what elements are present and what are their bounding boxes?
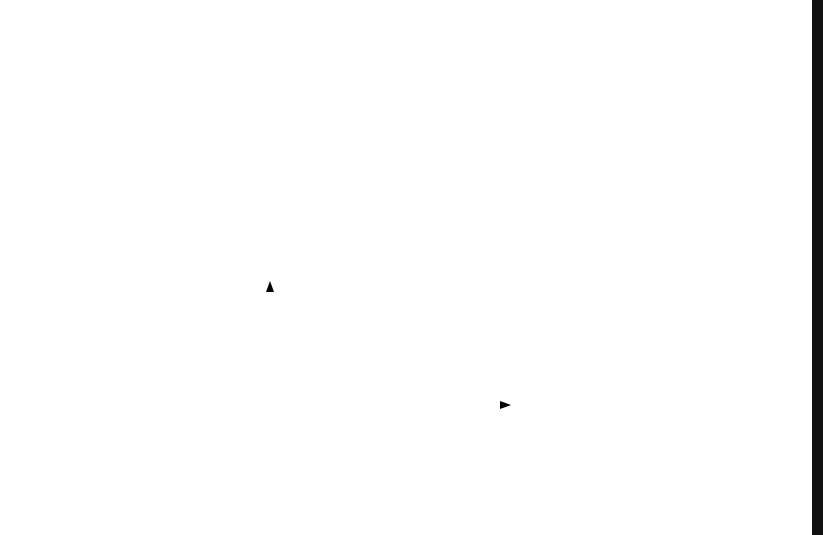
- curve-left-branch: [100, 285, 186, 387]
- tick-bg-neg3: [201, 408, 217, 423]
- tick-bg-2: [314, 408, 326, 423]
- curve-arch-branch: [251, 409, 323, 517]
- tick-bg-5: [414, 408, 426, 423]
- x-axis-arrow-icon: [500, 401, 511, 409]
- curve-middle-left-branch: [192, 287, 240, 517]
- tick-bg-0: [259, 408, 271, 423]
- y-axis-arrow-icon: [266, 281, 274, 292]
